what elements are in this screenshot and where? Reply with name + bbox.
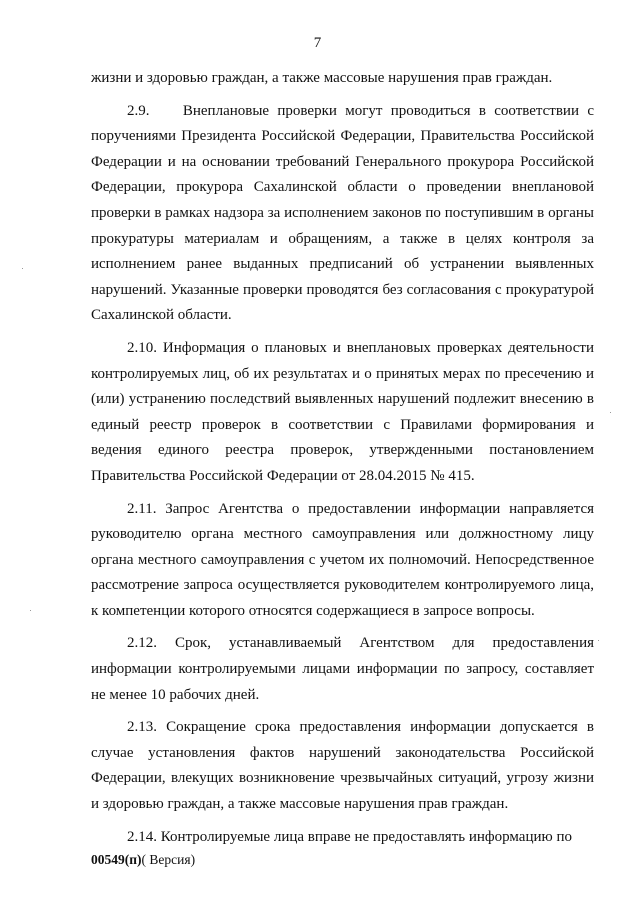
paragraph-2-9: 2.9. Внеплановые проверки могут проводиться в соответствии с поручениями Президента Российской Федерации, Правительства Российской Федерации и на основании требований Генерального прокурора Российской Федерации, прокурора Сахалинской области о проведении внеплановой проверки в рамках надзора за исполнением законов по поступившим в органы прокуратуры материалам и обращениям, а также в целях контроля за исполнением ранее выданных предписаний об устранении выявленных нарушений. Указанные проверки проводятся без согласования с прокуратурой Сахалинской области. [91, 102, 594, 324]
scan-speck [30, 610, 31, 611]
scan-speck [598, 640, 599, 641]
paragraph-2-12: 2.12. Срок, устанавливаемый Агентством для предоставления информации контролируемыми лицами информации по запросу, составляет не менее 10 рабочих дней. [91, 635, 594, 703]
paragraph-2-10: 2.10. Информация о плановых и внеплановых проверках деятельности контролируемых лиц, об их результатах и о принятых мерах по пресечению и (или) устранению последствий выявленных нарушений подлежит внесению в единый реестр проверок в соответствии с Правилами формирования и ведения единого реестра проверок, утвержденными постановлением Правительства Российской Федерации от 28.04.2015 № 415. [91, 339, 594, 484]
footer-document-code [91, 852, 195, 868]
paragraph-2-13: 2.13. Сокращение срока предоставления информации допускается в случае установления фактов нарушений законодательства Российской Федерации, влекущих возникновение чрезвычайных ситуаций, угрозу жизни и здоровью граждан, а также массовые нарушения прав граждан. [91, 719, 594, 813]
document-body [91, 66, 594, 857]
page-number: 7 [313, 35, 322, 51]
continuation-text: жизни и здоровью граждан, а также массовые нарушения прав граждан. [91, 70, 553, 86]
footer-code: 00549(п) [91, 852, 142, 867]
paragraph-2-11: 2.11. Запрос Агентства о предоставлении информации направляется руководителю органа местного самоуправления или должностному лицу органа местного самоуправления с учетом их полномочий. Непосредственное рассмотрение запроса осуществляется руководителем контролируемого лица, к компетенции которого относятся содержащиеся в запросе вопросы. [91, 500, 594, 619]
scan-speck [610, 412, 611, 413]
paragraph-2-14: 2.14. Контролируемые лица вправе не предоставлять информацию по [127, 828, 572, 845]
footer-version: ( Версия) [141, 852, 196, 867]
scan-speck [22, 268, 23, 269]
